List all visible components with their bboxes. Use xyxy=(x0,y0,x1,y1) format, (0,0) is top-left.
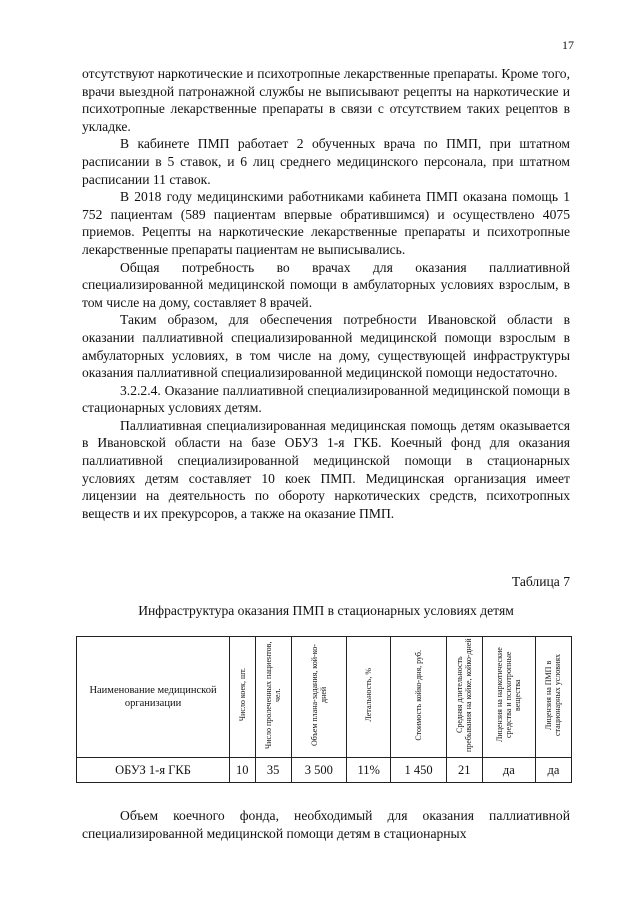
header-plan-volume: Объем плана-задания, кой-ко-дней xyxy=(291,637,346,758)
cell-bed-day-cost: 1 450 xyxy=(391,758,446,783)
header-pmp-license: Лицензия на ПМП в стационарных условиях xyxy=(535,637,571,758)
table-label: Таблица 7 xyxy=(511,574,570,589)
header-avg-stay: Средняя длительность пребывания на койке, койко-дней xyxy=(446,637,482,758)
paragraph: Таким образом, для обеспечения потребности Ивановской области в оказании паллиативной специализированной медицинской помощи взрослым в амбулаторных условиях, в том числе на дому, существующей инфраструктуры оказания паллиативной специализированной медицинской помощи недостаточно. xyxy=(82,312,570,381)
cell-narcotics-license: да xyxy=(482,758,535,783)
paragraph: Объем коечного фонда, необходимый для оказания паллиативной специализированной медицинской помощи детям в стационарных xyxy=(82,808,570,841)
infrastructure-table xyxy=(76,636,572,783)
cell-beds: 10 xyxy=(230,758,256,783)
body-text xyxy=(82,65,570,522)
cell-patients: 35 xyxy=(255,758,291,783)
paragraph: Общая потребность во врачах для оказания паллиативной специализированной медицинской помощи в амбулаторных условиях взрослым, в том числе на дому, составляет 8 врачей. xyxy=(82,259,570,310)
cell-organization: ОБУЗ 1-я ГКБ xyxy=(77,758,230,783)
header-narcotics-license: Лицензия на наркотические средства и психотропные вещества xyxy=(482,637,535,758)
header-beds: Число коек, шт. xyxy=(230,637,256,758)
page-number: 17 xyxy=(562,38,574,52)
table-title: Инфраструктура оказания ПМП в стационарных условиях детям xyxy=(138,603,514,618)
paragraph: В кабинете ПМП работает 2 обученных врача по ПМП, при штатном расписании в 5 ставок, и 6 лиц среднего медицинского персонала, при штатном расписании 11 ставок. xyxy=(82,136,570,187)
header-organization: Наименование медицинской организации xyxy=(77,637,230,758)
header-bed-day-cost: Стоимость койко-дня, руб. xyxy=(391,637,446,758)
section-heading: 3.2.2.4. Оказание паллиативной специализированной медицинской помощи в стационарных условиях детям. xyxy=(82,382,570,416)
cell-avg-stay: 21 xyxy=(446,758,482,783)
header-patients: Число пролеченных пациентов, чел. xyxy=(255,637,291,758)
table-header-row xyxy=(77,637,572,758)
paragraph: В 2018 году медицинскими работниками кабинета ПМП оказана помощь 1 752 пациентам (589 пациентам впервые обратившимся) и осуществлено 4075 приемов. Рецепты на наркотические лекарственные препараты и психотропные лекарственные препараты пациентам не выписывались. xyxy=(82,189,570,257)
paragraph: Паллиативная специализированная медицинская помощь детям оказывается в Ивановской области на базе ОБУЗ 1-я ГКБ. Коечный фонд для оказания паллиативной специализированной медицинской помощи в стационарных условиях детям составляет 10 коек ПМП. Медицинская организация имеет лицензии на деятельность по обороту наркотических средств, психотропных веществ и их прекурсоров, а также на оказание ПМП. xyxy=(82,417,570,521)
cell-pmp-license: да xyxy=(535,758,571,783)
table-row xyxy=(77,758,572,783)
tail-text xyxy=(82,807,570,843)
cell-mortality: 11% xyxy=(346,758,391,783)
header-mortality: Летальность, % xyxy=(346,637,391,758)
cell-plan-volume: 3 500 xyxy=(291,758,346,783)
paragraph: отсутствуют наркотические и психотропные лекарственные препараты. Кроме того, врачи выездной патронажной службы не выписывают рецепты на наркотические и психотропные лекарственные препараты в связи с отсутствием таких рецептов в укладке. xyxy=(82,66,570,134)
